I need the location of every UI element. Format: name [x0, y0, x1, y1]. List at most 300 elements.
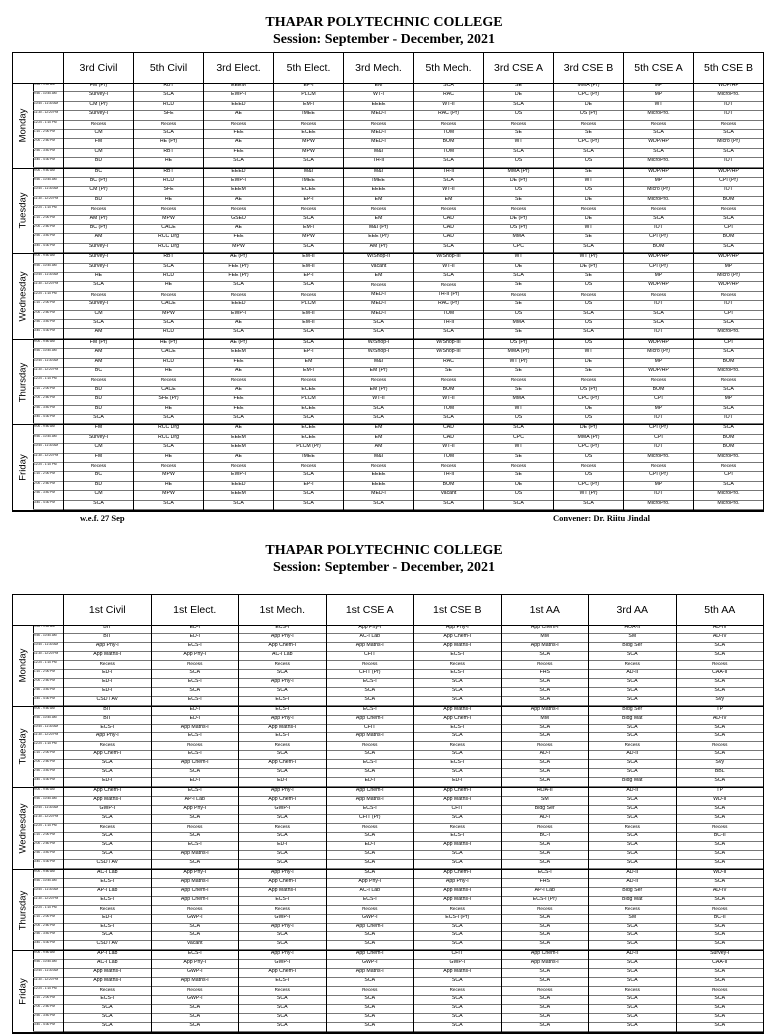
class-slot: App Phy-I	[414, 879, 501, 888]
class-slot: EEED	[204, 301, 273, 310]
class-slot: SCA	[502, 969, 589, 978]
class-slot: TH-II	[414, 320, 483, 329]
class-slot: SCA	[589, 725, 676, 734]
class-slot: SCA	[344, 415, 413, 424]
class-slot: App Phy-I	[152, 652, 239, 661]
day-block-wednesday	[13, 788, 763, 870]
class-column	[693, 83, 763, 168]
class-slot: CAD	[414, 425, 483, 434]
time-slot: 3:40 - 4:30 PM	[33, 158, 63, 167]
class-slot: FEE	[204, 359, 273, 368]
class-slot: EEEM	[204, 349, 273, 358]
class-slot: SCA	[134, 130, 203, 139]
class-slot: SCA	[327, 1014, 414, 1023]
class-slot: WT	[624, 102, 693, 111]
class-slot: EEEM	[204, 83, 273, 92]
day-name: Friday	[17, 454, 29, 481]
class-slot: SCA	[414, 924, 501, 933]
class-slot: SCA	[589, 769, 676, 778]
class-slot: CSD / AV	[64, 941, 151, 950]
class-slot: Survey-I	[64, 111, 133, 120]
class-slot: MMA (Pr)	[554, 435, 623, 444]
class-slot: EM-I	[274, 225, 343, 234]
class-slot: SCA	[152, 1005, 239, 1014]
class-column	[588, 707, 676, 788]
class-slot: SCA	[694, 130, 763, 139]
class-slot: AE (Pr)	[204, 254, 273, 263]
day-name: Thursday	[17, 890, 29, 930]
class-column	[676, 951, 764, 1032]
class-column	[203, 254, 273, 339]
recess-slot: Recess	[484, 121, 553, 130]
class-slot: IOT	[694, 415, 763, 424]
class-slot: SCA	[274, 340, 343, 349]
class-slot: MPW	[274, 139, 343, 148]
class-slot: HE	[134, 454, 203, 463]
class-slot: SCA	[64, 842, 151, 851]
class-slot: CFIT (Pr)	[327, 670, 414, 679]
class-slot: SCA	[414, 329, 483, 338]
time-slot: 2:00 - 2:50 PM	[33, 760, 63, 769]
class-slot: SCA	[589, 1023, 676, 1032]
class-column	[203, 340, 273, 425]
time-slot: 10:40 - 11:30 AM	[33, 102, 63, 111]
class-slot: Svy	[677, 760, 764, 769]
recess-slot: Recess	[152, 742, 239, 751]
class-slot: RBT	[134, 254, 203, 263]
recess-slot: Recess	[327, 661, 414, 670]
recess-slot: Recess	[554, 292, 623, 301]
recess-slot: Recess	[64, 206, 133, 215]
class-column	[483, 254, 553, 339]
time-column	[33, 340, 64, 425]
class-slot: MED-I	[344, 301, 413, 310]
class-slot: AE	[204, 454, 273, 463]
time-slot: 9:50 - 10:40 AM	[33, 879, 63, 888]
class-slot: MMA (Pr)	[554, 83, 623, 92]
class-slot: App Chem-I	[239, 969, 326, 978]
class-slot: AD-I	[502, 751, 589, 760]
class-slot: Vacant	[344, 264, 413, 273]
time-column	[33, 625, 64, 706]
class-slot: AP-I Lab	[502, 888, 589, 897]
class-slot: App Maths-I	[327, 643, 414, 652]
time-slot: 1:10 - 2:00 PM	[33, 472, 63, 481]
class-slot: App Chem-I	[152, 760, 239, 769]
class-column	[588, 870, 676, 951]
class-slot: ED-I	[239, 842, 326, 851]
recess-slot: Recess	[677, 742, 764, 751]
recess-slot: Recess	[239, 824, 326, 833]
class-slot: SCA	[152, 924, 239, 933]
class-column	[501, 625, 589, 706]
class-slot: PLCM	[274, 301, 343, 310]
day-block-thursday	[13, 870, 763, 952]
class-slot: EM	[344, 273, 413, 282]
class-slot: SE	[484, 301, 553, 310]
time-slot: 9:00 - 9:50 AM	[33, 340, 63, 349]
session-label-2: Session: September - December, 2021	[272, 560, 496, 575]
class-slot: MicroPro.	[694, 329, 763, 338]
time-slot: 1:10 - 2:00 PM	[33, 751, 63, 760]
class-slot: SCA	[327, 941, 414, 950]
recess-slot: Recess	[64, 463, 133, 472]
class-slot: App Maths-I	[152, 725, 239, 734]
class-slot: SE	[484, 130, 553, 139]
class-slot: IOT	[624, 444, 693, 453]
class-slot: AC-I Lab	[327, 634, 414, 643]
class-slot: SCA	[502, 851, 589, 860]
class-slot: BBL	[677, 769, 764, 778]
class-column	[273, 425, 343, 510]
class-slot: SCA	[589, 833, 676, 842]
class-column	[238, 707, 326, 788]
class-slot: SCA	[589, 969, 676, 978]
class-slot: SCA	[64, 1005, 151, 1014]
recess-slot: Recess	[152, 661, 239, 670]
class-slot: RCC Drg	[134, 425, 203, 434]
class-slot: BC (Pr)	[64, 225, 133, 234]
class-slot: TOM	[414, 406, 483, 415]
time-slot: 12:20 - 1:10 PM	[33, 824, 63, 833]
recess-slot: Recess	[694, 206, 763, 215]
class-slot: ECS-I	[327, 760, 414, 769]
class-slot: ECS-I	[239, 897, 326, 906]
time-slot: 9:00 - 9:50 AM	[33, 788, 63, 797]
college-title-2: THAPAR POLYTECHNIC COLLEGE	[265, 543, 503, 558]
class-slot: AP-I Lab	[152, 797, 239, 806]
class-slot: RCD	[134, 273, 203, 282]
class-slot: CPC (Pr)	[554, 444, 623, 453]
class-slot: SCA	[484, 425, 553, 434]
class-column	[326, 870, 414, 951]
class-slot: EM	[274, 359, 343, 368]
class-slot: SCA	[239, 769, 326, 778]
class-slot: Bldg Mat	[589, 778, 676, 787]
class-slot: ECEE	[274, 406, 343, 415]
class-slot: SFE	[134, 187, 203, 196]
class-slot: MP	[624, 482, 693, 491]
time-slot: 9:50 - 10:40 AM	[33, 92, 63, 101]
class-slot: SCA	[589, 932, 676, 941]
class-slot: WD-II	[677, 870, 764, 879]
class-slot: WT-I	[344, 92, 413, 101]
class-slot: SCA	[239, 688, 326, 697]
class-column	[501, 951, 589, 1032]
class-slot: ED-I	[64, 679, 151, 688]
class-slot: CM	[64, 491, 133, 500]
class-slot: BOM	[694, 234, 763, 243]
class-slot: AD-IV	[677, 634, 764, 643]
class-slot: MPW	[134, 311, 203, 320]
class-column	[553, 169, 623, 254]
class-slot: CFIT	[414, 806, 501, 815]
class-slot: M&I	[274, 169, 343, 178]
class-slot: AC-I Lab	[64, 870, 151, 879]
class-slot: App Maths-I	[502, 960, 589, 969]
time-slot: 2:50 - 3:40 PM	[33, 1014, 63, 1023]
class-slot: SCA	[274, 491, 343, 500]
time-slot: 11:30 - 12:20 PM	[33, 368, 63, 377]
class-slot: CPI	[624, 435, 693, 444]
class-slot: TH-II (Pr)	[414, 292, 483, 301]
time-slot: 3:40 - 4:30 PM	[33, 697, 63, 706]
class-slot: ED-I	[239, 778, 326, 787]
class-slot: DE	[554, 102, 623, 111]
class-slot: SCA	[502, 1005, 589, 1014]
time-slot: 2:50 - 3:40 PM	[33, 932, 63, 941]
class-slot: BOM	[694, 444, 763, 453]
class-slot: WT (Pr)	[554, 491, 623, 500]
recess-slot: Recess	[64, 987, 151, 996]
time-slot: 10:40 - 11:30 AM	[33, 888, 63, 897]
class-slot: EM-II	[274, 320, 343, 329]
recess-slot: Recess	[502, 906, 589, 915]
class-slot: SCA	[484, 501, 553, 510]
class-slot: CPC (Pr)	[554, 482, 623, 491]
wef-label: w.e.f. 27 Sep	[80, 513, 125, 523]
class-slot: BIT	[64, 634, 151, 643]
class-slot: GSED	[204, 216, 273, 225]
class-slot: CAA-II	[677, 670, 764, 679]
class-slot: WT-II	[414, 102, 483, 111]
class-slot: SCA	[64, 815, 151, 824]
class-column	[203, 169, 273, 254]
recess-slot: Recess	[152, 906, 239, 915]
class-slot: RBT	[134, 83, 203, 92]
class-column	[133, 169, 203, 254]
class-slot: SCA	[589, 941, 676, 950]
class-slot: EEED	[204, 482, 273, 491]
class-slot: IMEE	[274, 178, 343, 187]
column-header: 5th CSE B	[693, 53, 763, 83]
class-slot: SE	[414, 368, 483, 377]
class-column	[326, 951, 414, 1032]
recess-slot: Recess	[239, 987, 326, 996]
class-slot: FHS	[502, 879, 589, 888]
class-slot: SCA	[589, 797, 676, 806]
class-slot: App Phy-I	[152, 960, 239, 969]
class-slot: Survey-I	[64, 301, 133, 310]
time-slot: 3:40 - 4:30 PM	[33, 415, 63, 424]
recess-slot: Recess	[134, 463, 203, 472]
class-slot: CAD	[414, 435, 483, 444]
class-slot: SCA	[414, 815, 501, 824]
class-slot: App Phy-I	[152, 870, 239, 879]
time-slot: 10:40 - 11:30 AM	[33, 359, 63, 368]
class-slot: SCA	[624, 216, 693, 225]
class-slot: App Chem-I	[239, 879, 326, 888]
class-slot: CM	[64, 444, 133, 453]
class-slot: App Maths-I	[414, 643, 501, 652]
time-slot: 3:40 - 4:30 PM	[33, 778, 63, 787]
class-slot: SCA	[327, 996, 414, 1005]
day-name: Tuesday	[17, 728, 29, 765]
column-header: 1st AA	[501, 595, 589, 625]
class-column	[63, 425, 133, 510]
time-slot: 2:50 - 3:40 PM	[33, 769, 63, 778]
class-slot: App Chem-I	[327, 716, 414, 725]
class-slot: SCA	[677, 815, 764, 824]
class-column	[63, 169, 133, 254]
class-slot: EM	[344, 435, 413, 444]
class-slot: EWP-I	[204, 92, 273, 101]
class-slot: CACE	[134, 301, 203, 310]
recess-slot: Recess	[694, 377, 763, 386]
column-header: 1st CSE B	[413, 595, 501, 625]
class-slot: AM	[64, 329, 133, 338]
class-column	[676, 870, 764, 951]
class-slot: HE	[64, 273, 133, 282]
class-slot: GWP-I	[64, 806, 151, 815]
recess-slot: Recess	[134, 206, 203, 215]
class-slot: SE	[554, 234, 623, 243]
class-column	[693, 425, 763, 510]
class-slot: SCA	[274, 244, 343, 253]
time-column	[33, 169, 64, 254]
class-slot: SCA	[327, 769, 414, 778]
time-slot: 1:10 - 2:00 PM	[33, 301, 63, 310]
time-slot: 9:50 - 10:40 AM	[33, 716, 63, 725]
time-slot: 12:20 - 1:10 PM	[33, 206, 63, 215]
class-slot: ECS-I	[152, 679, 239, 688]
class-slot: WDP/HP	[624, 169, 693, 178]
class-slot: SCA	[624, 130, 693, 139]
class-slot: ECS-I	[152, 643, 239, 652]
class-slot: App Phy-I	[414, 625, 501, 634]
class-slot: CM	[64, 311, 133, 320]
class-slot: MP	[694, 264, 763, 273]
class-slot: TOM	[414, 149, 483, 158]
class-slot: AD-IV	[677, 888, 764, 897]
class-slot: BIT	[64, 625, 151, 634]
class-slot: SCA	[134, 320, 203, 329]
class-slot: EP-I	[274, 482, 343, 491]
class-slot: MPW	[134, 491, 203, 500]
class-slot: SCA	[694, 244, 763, 253]
class-slot: M&I	[344, 169, 413, 178]
recess-slot: Recess	[204, 377, 273, 386]
day-label	[13, 254, 34, 339]
class-slot: SCA	[677, 1014, 764, 1023]
class-slot: IOT	[694, 111, 763, 120]
class-column	[483, 83, 553, 168]
class-slot: CPI	[624, 396, 693, 405]
class-slot: AD-I	[502, 815, 589, 824]
class-slot: WT	[484, 254, 553, 263]
class-slot: MPW	[134, 216, 203, 225]
class-slot: OS (Pr)	[554, 387, 623, 396]
class-slot: SCA	[239, 670, 326, 679]
class-slot: TH-II	[414, 472, 483, 481]
class-slot: ECEE	[274, 425, 343, 434]
class-slot: OS	[554, 454, 623, 463]
time-slot: 9:00 - 9:50 AM	[33, 951, 63, 960]
class-slot: SE	[554, 130, 623, 139]
class-column	[151, 870, 239, 951]
recess-slot: Recess	[327, 824, 414, 833]
class-slot: MPW	[274, 234, 343, 243]
day-label	[13, 951, 34, 1032]
class-slot: App Chem-I	[152, 888, 239, 897]
class-slot: App Chem-I	[414, 716, 501, 725]
class-slot: App Maths-I	[502, 707, 589, 716]
class-slot: IOT	[624, 225, 693, 234]
recess-slot: Recess	[589, 987, 676, 996]
class-slot: App Maths-I	[327, 797, 414, 806]
class-slot: FEE (Pr)	[204, 264, 273, 273]
class-slot: SCA	[589, 815, 676, 824]
class-slot: OS	[484, 415, 553, 424]
class-slot: OS	[554, 158, 623, 167]
class-column	[63, 83, 133, 168]
class-slot: SCA	[694, 482, 763, 491]
class-slot: ECS-I (Pr)	[502, 897, 589, 906]
class-slot: SCA	[502, 760, 589, 769]
class-slot: SCA	[589, 806, 676, 815]
class-slot: SCA	[152, 688, 239, 697]
class-slot: OS (Pr)	[554, 111, 623, 120]
class-slot: App Chem-I	[502, 625, 589, 634]
class-column	[133, 83, 203, 168]
column-header: 3rd Elect.	[203, 53, 273, 83]
class-slot: ED-I	[152, 634, 239, 643]
class-slot: AD-II	[589, 870, 676, 879]
class-slot: SCA	[134, 92, 203, 101]
class-slot: DE (Pr)	[554, 264, 623, 273]
class-slot: HE	[134, 197, 203, 206]
class-slot: SCA	[694, 406, 763, 415]
class-slot: EEEM	[204, 444, 273, 453]
class-slot: SCA	[134, 444, 203, 453]
recess-slot: Recess	[152, 824, 239, 833]
class-column	[343, 425, 413, 510]
class-slot: SCA	[344, 329, 413, 338]
time-slot: 11:30 - 12:20 PM	[33, 733, 63, 742]
class-slot: AE	[204, 368, 273, 377]
class-slot: TOM	[414, 311, 483, 320]
column-header: 5th AA	[676, 595, 764, 625]
header-row	[13, 53, 763, 84]
class-slot: WT (Pr)	[554, 254, 623, 263]
class-slot: Survey-I	[64, 264, 133, 273]
class-slot: DE (Pr)	[484, 216, 553, 225]
class-slot: SCA	[414, 679, 501, 688]
class-slot: App Phy-I	[239, 716, 326, 725]
class-slot: WDP/HP	[694, 83, 763, 92]
class-slot: CFIT	[327, 725, 414, 734]
class-slot: MPW	[204, 244, 273, 253]
class-slot: MicroPro.	[694, 92, 763, 101]
class-slot: SCA	[589, 733, 676, 742]
time-slot: 9:50 - 10:40 AM	[33, 960, 63, 969]
time-slot: 10:40 - 11:30 AM	[33, 806, 63, 815]
class-slot: CACE	[134, 349, 203, 358]
class-slot: SCA	[414, 978, 501, 987]
class-slot: BD	[64, 197, 133, 206]
column-header: 3rd Civil	[63, 53, 133, 83]
convener-label: Convener: Dr. Riitu Jindal	[553, 513, 650, 523]
class-slot: WDP/HP	[624, 340, 693, 349]
class-slot: App Phy-I	[239, 788, 326, 797]
time-slot: 9:50 - 10:40 AM	[33, 634, 63, 643]
day-block-wednesday	[13, 254, 763, 340]
class-slot: SCA	[414, 860, 501, 869]
day-block-tuesday	[13, 707, 763, 789]
class-slot: SCA	[152, 932, 239, 941]
timetable-grid-1	[12, 52, 764, 512]
recess-slot: Recess	[204, 463, 273, 472]
